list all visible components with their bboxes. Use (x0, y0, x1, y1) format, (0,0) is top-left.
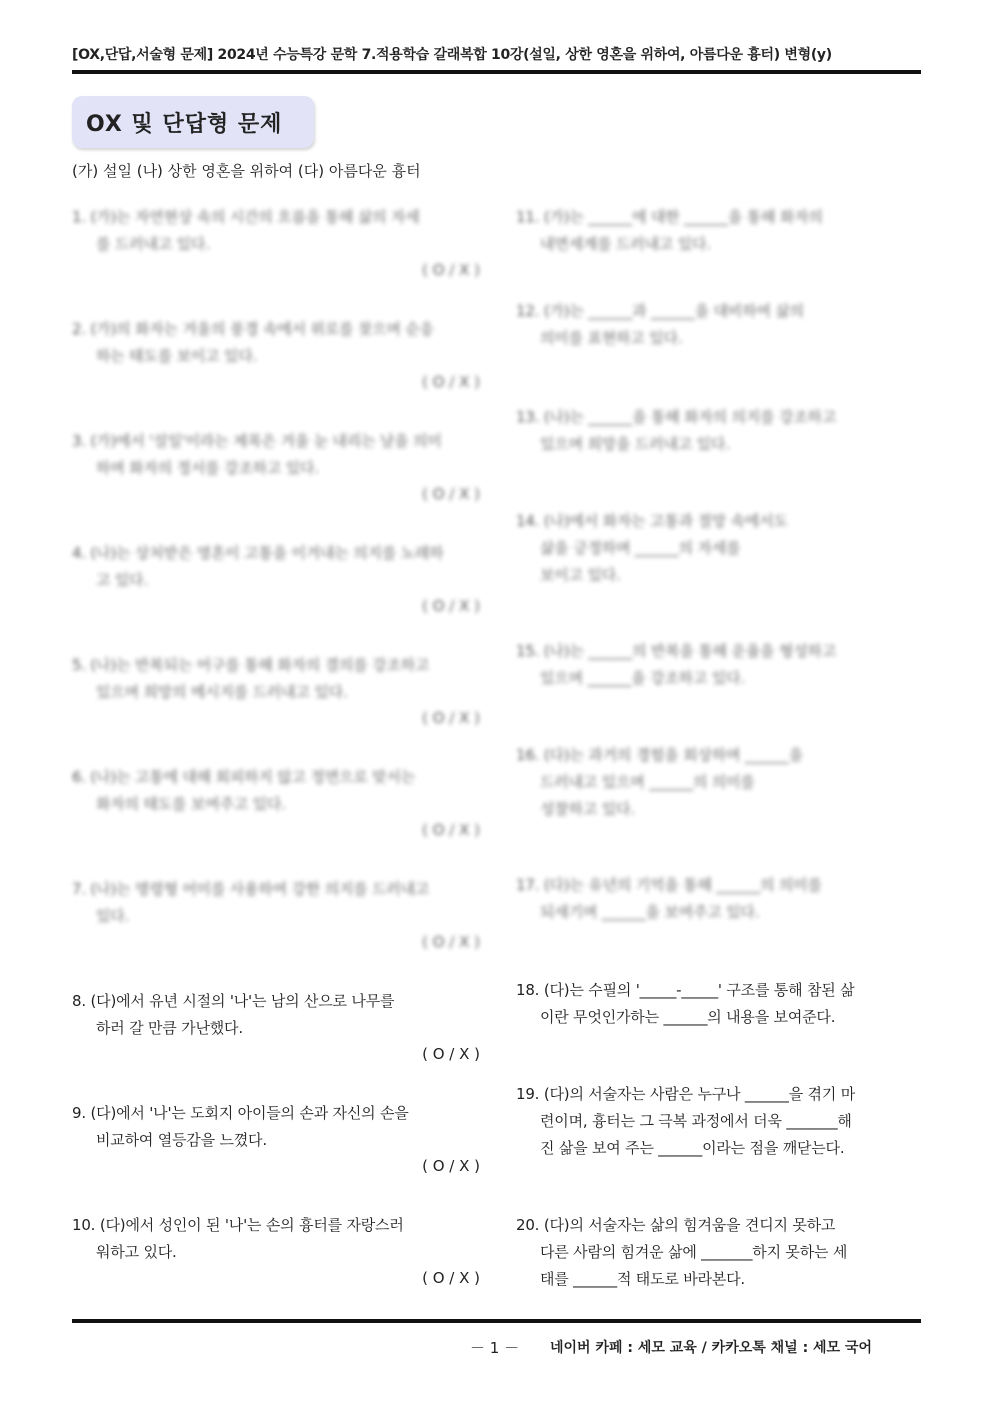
question-text: (다)에서 성인이 된 '나'는 손의 흉터를 자랑스러 (99, 1216, 404, 1234)
question-text-cont: 화자의 태도를 보여주고 있다. (96, 795, 286, 813)
ox-answer-9[interactable]: ( O / X ) (422, 1157, 480, 1175)
question-text-cont: 하며 화자의 정서를 강조하고 있다. (96, 459, 319, 477)
question-12 (516, 298, 922, 352)
question-17 (516, 872, 922, 926)
question-text: (다)는 과거의 경험을 회상하며 ______을 (543, 746, 803, 764)
footer-rule (72, 1319, 921, 1323)
question-text: (다)의 서술자는 삶의 힘겨움을 견디지 못하고 (543, 1216, 836, 1234)
question-text-cont: 이란 무엇인가하는 ______의 내용을 보여준다. (540, 1008, 836, 1026)
question-text: (나)는 고통에 대해 회피하지 않고 정면으로 맞서는 (90, 768, 416, 786)
question-text-cont: 있으며 ______을 강조하고 있다. (540, 669, 745, 687)
question-1 (72, 204, 480, 258)
question-text-cont: 진 삶을 보여 주는 ______이라는 점을 깨닫는다. (540, 1139, 845, 1157)
question-number: 13. (516, 408, 540, 426)
question-number: 19. (516, 1085, 540, 1103)
question-4 (72, 540, 480, 594)
page-number: － 1 － (470, 1339, 520, 1357)
section-title: OX 및 단답형 문제 (86, 112, 283, 137)
question-text-cont: 있으며 희망의 메시지를 드러내고 있다. (96, 683, 348, 701)
question-text-cont: 있으며 희망을 드러내고 있다. (540, 435, 730, 453)
question-text-cont: 삶을 긍정하며 ______의 자세를 (540, 539, 741, 557)
question-number: 1. (72, 208, 86, 226)
question-7 (72, 876, 480, 930)
question-text-cont: 태를 ______적 태도로 바라본다. (540, 1270, 745, 1288)
question-text: (가)는 ______과 ______을 대비하여 삶의 (543, 302, 804, 320)
question-3 (72, 428, 480, 482)
question-text: (다)는 유년의 기억을 통해 ______의 의미를 (543, 876, 822, 894)
question-text: (다)에서 '나'는 도회지 아이들의 손과 자신의 손을 (90, 1104, 409, 1122)
question-14 (516, 508, 922, 589)
question-text-cont: 있다. (96, 907, 130, 925)
question-number: 5. (72, 656, 86, 674)
question-text-cont: 워하고 있다. (96, 1243, 177, 1261)
header-rule (72, 70, 921, 74)
question-text-cont: 보이고 있다. (540, 566, 621, 584)
question-number: 10. (72, 1216, 96, 1234)
question-text: (나)는 명령형 어미를 사용하여 강한 의지를 드러내고 (90, 880, 430, 898)
question-number: 12. (516, 302, 540, 320)
question-text-cont: 비교하여 열등감을 느꼈다. (96, 1131, 267, 1149)
question-2 (72, 316, 480, 370)
question-number: 9. (72, 1104, 86, 1122)
ox-answer-2[interactable]: ( O / X ) (422, 373, 480, 391)
question-16 (516, 742, 922, 823)
footer-channel: 네이버 카페 : 세모 교육 / 카카오톡 채널 : 세모 국어 (550, 1340, 873, 1356)
question-number: 11. (516, 208, 540, 226)
question-text: (나)는 상처받은 영혼이 고통을 이겨내는 의지를 노래하 (90, 544, 444, 562)
ox-answer-4[interactable]: ( O / X ) (422, 597, 480, 615)
document-header: [OX,단답,서술형 문제] 2024년 수능특강 문학 7.적용학습 갈래복합 10강(설일, 상한 영혼을 위하여, 아름다운 흉터) 변형(y) (72, 47, 832, 63)
question-text: (나)는 ______의 반복을 통해 운율을 형성하고 (543, 642, 837, 660)
question-text-cont: 되새기며 ______을 보여주고 있다. (540, 903, 760, 921)
passage-list: (가) 설일 (나) 상한 영혼을 위하여 (다) 아름다운 흉터 (72, 162, 421, 180)
ox-answer-10[interactable]: ( O / X ) (422, 1269, 480, 1287)
question-text: (가)에서 '설일'이라는 제목은 겨울 눈 내리는 날을 의미 (90, 432, 442, 450)
question-text: (나)는 ______을 통해 화자의 의지를 강조하고 (543, 408, 837, 426)
question-number: 2. (72, 320, 86, 338)
question-text-cont: 하는 태도를 보이고 있다. (96, 347, 258, 365)
question-number: 15. (516, 642, 540, 660)
question-text-cont: 하러 갈 만큼 가난했다. (96, 1019, 243, 1037)
question-text: (나)는 반복되는 어구를 통해 화자의 결의를 강조하고 (90, 656, 430, 674)
ox-answer-1[interactable]: ( O / X ) (422, 261, 480, 279)
question-text: (다)의 서술자는 사람은 누구나 ______을 겪기 마 (543, 1085, 855, 1103)
question-text-cont: 를 드러내고 있다. (96, 235, 210, 253)
question-number: 17. (516, 876, 540, 894)
ox-answer-5[interactable]: ( O / X ) (422, 709, 480, 727)
question-text-cont: 련이며, 흉터는 그 극복 과정에서 더욱 _______해 (540, 1112, 852, 1130)
question-number: 4. (72, 544, 86, 562)
question-text: (가)는 ______에 대한 ______을 통해 화자의 (543, 208, 823, 226)
question-20 (516, 1212, 922, 1293)
question-number: 16. (516, 746, 540, 764)
question-10 (72, 1212, 480, 1266)
question-text-cont: 의미를 표현하고 있다. (540, 329, 683, 347)
question-text-cont: 고 있다. (96, 571, 149, 589)
question-5 (72, 652, 480, 706)
question-text: (가)의 화자는 겨울의 풍경 속에서 위로를 찾으며 순응 (90, 320, 434, 338)
question-9 (72, 1100, 480, 1154)
question-15 (516, 638, 922, 692)
question-6 (72, 764, 480, 818)
ox-answer-8[interactable]: ( O / X ) (422, 1045, 480, 1063)
question-number: 18. (516, 981, 540, 999)
question-number: 14. (516, 512, 540, 530)
section-title-box (72, 96, 314, 148)
question-8 (72, 988, 480, 1042)
question-number: 6. (72, 768, 86, 786)
ox-answer-3[interactable]: ( O / X ) (422, 485, 480, 503)
question-11 (516, 204, 922, 258)
question-text: (다)에서 유년 시절의 '나'는 남의 산으로 나무를 (90, 992, 395, 1010)
question-19 (516, 1081, 922, 1162)
ox-answer-7[interactable]: ( O / X ) (422, 933, 480, 951)
question-text: (다)는 수필의 '_____-_____' 구조를 통해 참된 삶 (543, 981, 855, 999)
question-text: (나)에서 화자는 고통과 절망 속에서도 (543, 512, 788, 530)
question-13 (516, 404, 922, 458)
question-text: (가)는 자연현상 속의 시간의 흐름을 통해 삶의 자세 (90, 208, 420, 226)
question-text-cont: 성찰하고 있다. (540, 800, 635, 818)
question-number: 8. (72, 992, 86, 1010)
question-18 (516, 977, 922, 1031)
question-number: 3. (72, 432, 86, 450)
question-text-cont: 드러내고 있으며 ______의 의미를 (540, 773, 755, 791)
question-number: 20. (516, 1216, 540, 1234)
ox-answer-6[interactable]: ( O / X ) (422, 821, 480, 839)
question-text-cont: 내면세계를 드러내고 있다. (540, 235, 711, 253)
question-text-cont: 다른 사람의 힘겨운 삶에 _______하지 못하는 세 (540, 1243, 848, 1261)
question-number: 7. (72, 880, 86, 898)
